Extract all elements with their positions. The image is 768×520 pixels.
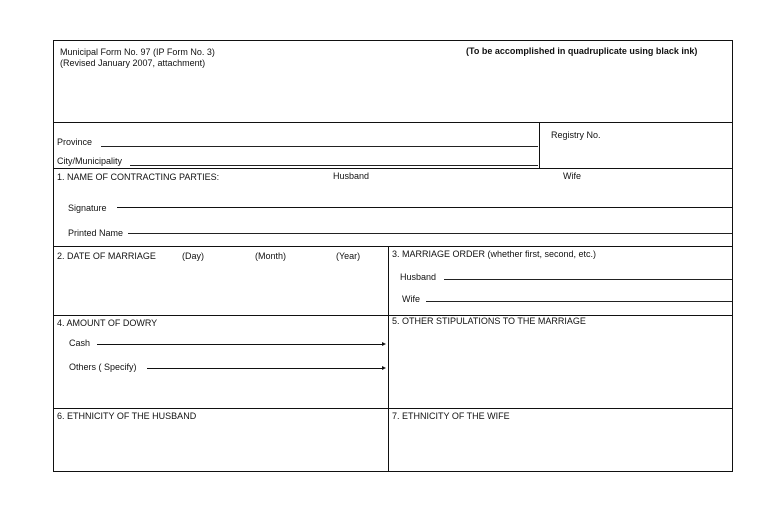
divider-header — [54, 122, 732, 123]
signature-field[interactable] — [117, 207, 732, 208]
divider-registry — [539, 122, 540, 168]
others-label: Others ( Specify) — [69, 362, 137, 372]
order-wife-field[interactable] — [426, 301, 732, 302]
revision-note: (Revised January 2007, attachment) — [60, 58, 206, 68]
printed-name-label: Printed Name — [68, 228, 124, 238]
date-day-label: (Day) — [182, 251, 204, 261]
order-husband-field[interactable] — [444, 279, 732, 280]
divider-location — [54, 168, 732, 169]
dowry-title: 4. AMOUNT OF DOWRY — [57, 318, 158, 328]
signature-label: Signature — [68, 203, 107, 213]
marriage-contract-form — [53, 40, 733, 472]
parties-husband-label: Husband — [333, 171, 370, 181]
divider-dowry — [54, 408, 732, 409]
order-title: 3. MARRIAGE ORDER (whether first, second, etc.) — [392, 249, 597, 259]
parties-title: 1. NAME OF CONTRACTING PARTIES: — [57, 172, 220, 182]
province-label: Province — [57, 137, 93, 147]
city-field[interactable] — [130, 165, 538, 166]
ethnicity-wife-title: 7. ETHNICITY OF THE WIFE — [392, 411, 510, 421]
parties-wife-label: Wife — [563, 171, 581, 181]
form-number: Municipal Form No. 97 (IP Form No. 3) — [60, 47, 215, 57]
others-field[interactable] — [147, 368, 384, 369]
date-year-label: (Year) — [336, 251, 361, 261]
date-month-label: (Month) — [255, 251, 287, 261]
cash-label: Cash — [69, 338, 91, 348]
instruction-note: (To be accomplished in quadruplicate using black ink) — [466, 46, 698, 56]
city-label: City/Municipality — [57, 156, 123, 166]
date-title: 2. DATE OF MARRIAGE — [57, 251, 156, 261]
divider-parties — [54, 246, 732, 247]
ethnicity-husband-title: 6. ETHNICITY OF THE HUSBAND — [57, 411, 197, 421]
province-field[interactable] — [101, 146, 538, 147]
stipulations-title: 5. OTHER STIPULATIONS TO THE MARRIAGE — [392, 316, 586, 326]
order-husband-label: Husband — [400, 272, 437, 282]
divider-center — [388, 246, 389, 471]
cash-field[interactable] — [97, 344, 384, 345]
registry-label: Registry No. — [551, 130, 601, 140]
printed-name-field[interactable] — [128, 233, 732, 234]
order-wife-label: Wife — [402, 294, 420, 304]
